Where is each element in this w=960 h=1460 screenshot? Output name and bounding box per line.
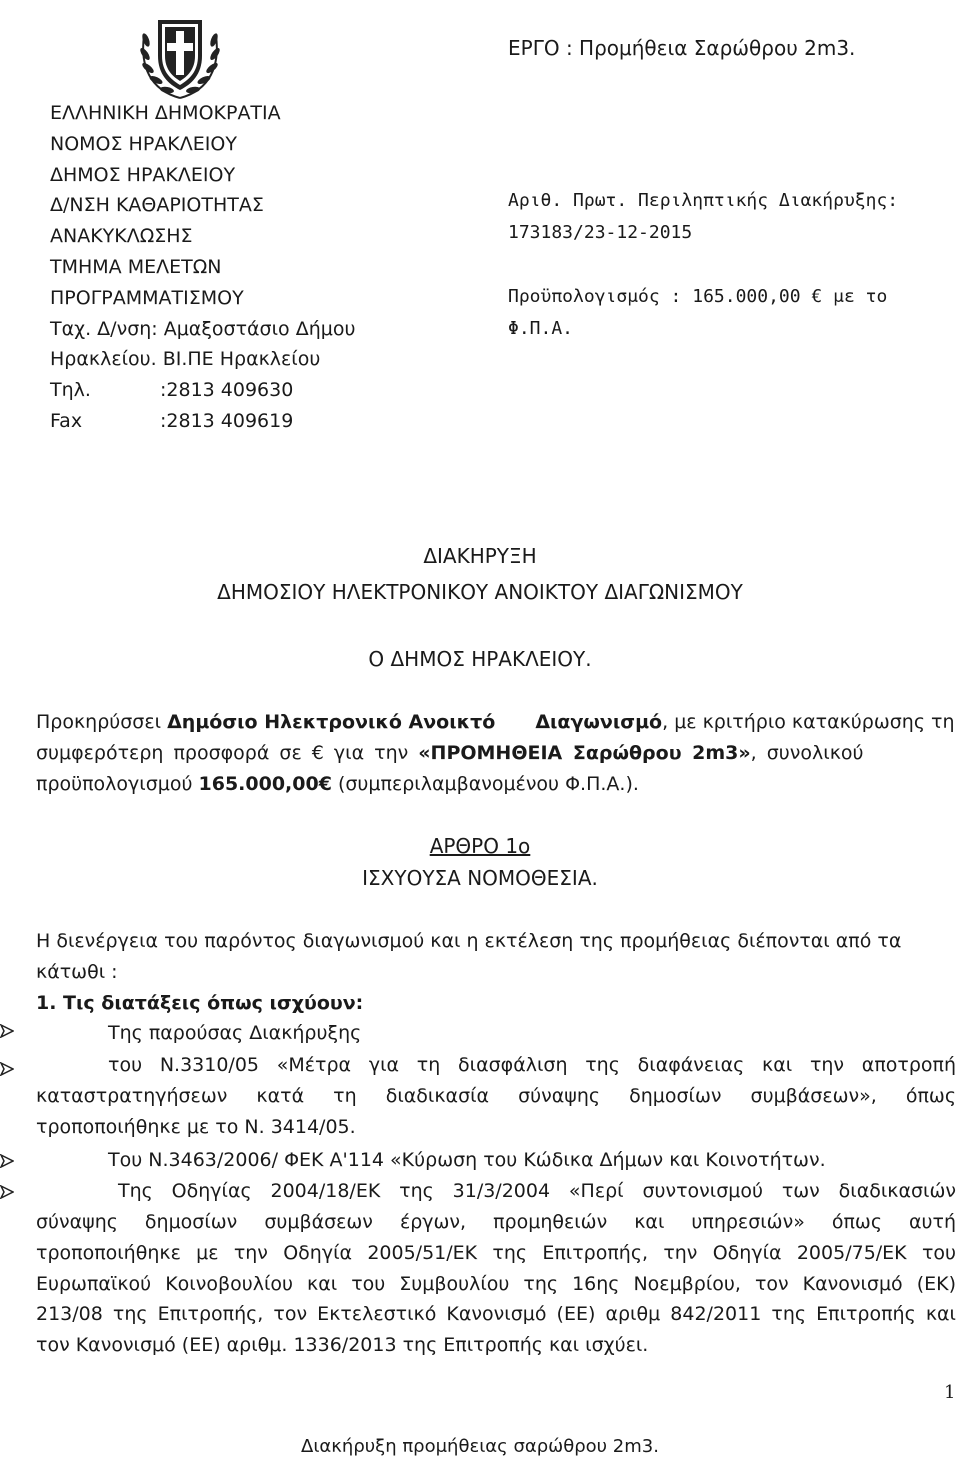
intro-text: προϋπολογισμού xyxy=(36,772,199,795)
bullet-text xyxy=(108,1050,956,1081)
letterhead-line: ΠΡΟΓΡΑΜΜΑΤΙΣΜΟΥ xyxy=(50,286,244,309)
article-line: κάτωθι : xyxy=(36,960,118,983)
bullet-line: τον Κανονισμό (ΕΕ) αριθμ. 1336/2013 της Επιτροπής και ισχύει. xyxy=(36,1334,649,1357)
bullet-line: καταστρατηγήσεων κατά τη διαδικασία σύναψης δημοσίων συμβάσεων», όπως xyxy=(36,1085,956,1107)
letterhead-line: Ταχ. Δ/νση: Αμαξοστάσιο Δήμου xyxy=(50,317,356,340)
article-subtitle: ΙΣΧΥΟΥΣΑ ΝΟΜΟΘΕΣΙΑ. xyxy=(362,866,598,890)
arrowhead-bullet-icon xyxy=(0,1185,14,1199)
arrowhead-bullet-icon xyxy=(0,1024,14,1038)
letterhead xyxy=(50,98,355,437)
protocol-number: 173183/23-12-2015 xyxy=(508,222,693,243)
footer-text: Διακήρυξη προμήθειας σαρώθρου 2m3. xyxy=(301,1436,659,1457)
letterhead-line: Ηρακλείου. ΒΙ.ΠΕ Ηρακλείου xyxy=(50,348,321,371)
intro-line xyxy=(36,707,956,738)
bullet-line: του Ν.3310/05 «Μέτρα για τη διασφάλιση της διαφάνειας και την αποτροπή xyxy=(108,1054,956,1076)
bullet-line: σύναψης δημοσίων συμβάσεων έργων, προμηθειών και υπηρεσιών» όπως αυτή xyxy=(36,1211,956,1233)
bullet-line: τροποποιήθηκε με την Οδηγία 2005/51/ΕΚ της Επιτροπής, την Οδηγία 2005/75/ΕΚ του xyxy=(36,1241,956,1264)
intro-paragraph xyxy=(36,707,956,799)
intro-line xyxy=(36,738,956,769)
bullet-continuation xyxy=(36,1207,956,1361)
bullet-line: τροποποιήθηκε με το Ν. 3414/05. xyxy=(36,1115,356,1138)
arrowhead-bullet-icon xyxy=(0,1154,14,1168)
arrowhead-bullet-icon xyxy=(0,1062,14,1076)
fax-line xyxy=(50,406,355,437)
intro-line xyxy=(36,769,956,800)
page-number: 1 xyxy=(944,1382,956,1403)
phone-number: :2813 409630 xyxy=(160,379,294,402)
protocol-label: Αριθ. Πρωτ. Περιληπτικής Διακήρυξης: xyxy=(508,190,899,211)
intro-text: (συμπεριλαμβανομένου Φ.Π.Α.). xyxy=(331,772,639,795)
intro-tender-word: Διαγωνισμό xyxy=(535,711,663,733)
fax-label: Fax xyxy=(50,409,83,432)
fax-number: :2813 409619 xyxy=(160,409,294,432)
greek-coat-of-arms-icon xyxy=(136,10,224,102)
item-heading: 1. Τις διατάξεις όπως ισχύουν: xyxy=(36,991,364,1014)
intro-project-name: «ΠΡΟΜΗΘΕΙΑ Σαρώθρου 2m3» xyxy=(418,741,751,764)
bullet-line: 213/08 της Επιτροπής, τον Εκτελεστικό Κανονισμό (ΕΕ) αριθμ 842/2011 της Επιτροπής και xyxy=(36,1303,956,1326)
intro-text: συμφερότερη προσφορά σε € για την xyxy=(36,741,419,764)
letterhead-line: ΔΗΜΟΣ ΗΡΑΚΛΕΙΟΥ xyxy=(50,163,236,186)
letterhead-line: ΤΜΗΜΑ ΜΕΛΕΤΩΝ xyxy=(50,255,222,278)
article-title: ΑΡΘΡΟ 1ο xyxy=(429,834,531,858)
budget-line-vat: Φ.Π.Α. xyxy=(508,318,574,339)
bullet-line: Της Οδηγίας 2004/18/ΕΚ της 31/3/2004 «Περί συντονισμού των διαδικασιών xyxy=(118,1180,956,1202)
intro-text: , με κριτήριο κατακύρωσης τη xyxy=(662,711,955,733)
intro-text: , συνολικού xyxy=(750,741,864,764)
bullet-line: Ευρωπαϊκού Κοινοβουλίου και του Συμβουλίου της 16ης Νοεμβρίου, τον Κανονισμό (ΕΚ) xyxy=(36,1272,956,1295)
document-title: ΔΙΑΚΗΡΥΞΗ xyxy=(423,544,537,568)
bullet-text: Του Ν.3463/2006/ ΦΕΚ Α'114 «Κύρωση του Κώδικα Δήμων και Κοινοτήτων. xyxy=(108,1149,826,1171)
letterhead-line: Δ/ΝΣΗ ΚΑΘΑΡΙΟΤΗΤΑΣ xyxy=(50,194,264,217)
phone-line xyxy=(50,375,355,406)
letterhead-line: ΕΛΛΗΝΙΚΗ ΔΗΜΟΚΡΑΤΙΑ xyxy=(50,102,281,124)
letterhead-line: ΑΝΑΚΥΚΛΩΣΗΣ xyxy=(50,225,193,248)
article-line: Η διενέργεια του παρόντος διαγωνισμού και η εκτέλεση της προμήθειας διέπονται από τα xyxy=(36,930,902,952)
phone-label: Τηλ. xyxy=(50,379,91,402)
intro-budget: 165.000,00€ xyxy=(198,772,332,795)
bullet-continuation xyxy=(36,1081,956,1143)
bullet-text: Της παρούσας Διακήρυξης xyxy=(108,1022,362,1044)
intro-text: Προκηρύσσει xyxy=(36,711,168,733)
intro-tender-type: Δημόσιο Ηλεκτρονικό Ανοικτό xyxy=(167,711,496,733)
document-subtitle: ΔΗΜΟΣΙΟΥ ΗΛΕΚΤΡΟΝΙΚΟΥ ΑΝΟΙΚΤΟΥ ΔΙΑΓΩΝΙΣΜΟΥ xyxy=(217,580,743,604)
issuer: Ο ΔΗΜΟΣ ΗΡΑΚΛΕΙΟΥ. xyxy=(368,647,592,671)
budget-line: Προϋπολογισμός : 165.000,00 € με το xyxy=(508,286,888,307)
bullet-text xyxy=(118,1176,956,1207)
letterhead-line: ΝΟΜΟΣ ΗΡΑΚΛΕΙΟΥ xyxy=(50,132,237,155)
article-intro xyxy=(36,926,956,1018)
project-title: ΕΡΓΟ : Προμήθεια Σαρώθρου 2m3. xyxy=(508,36,856,60)
